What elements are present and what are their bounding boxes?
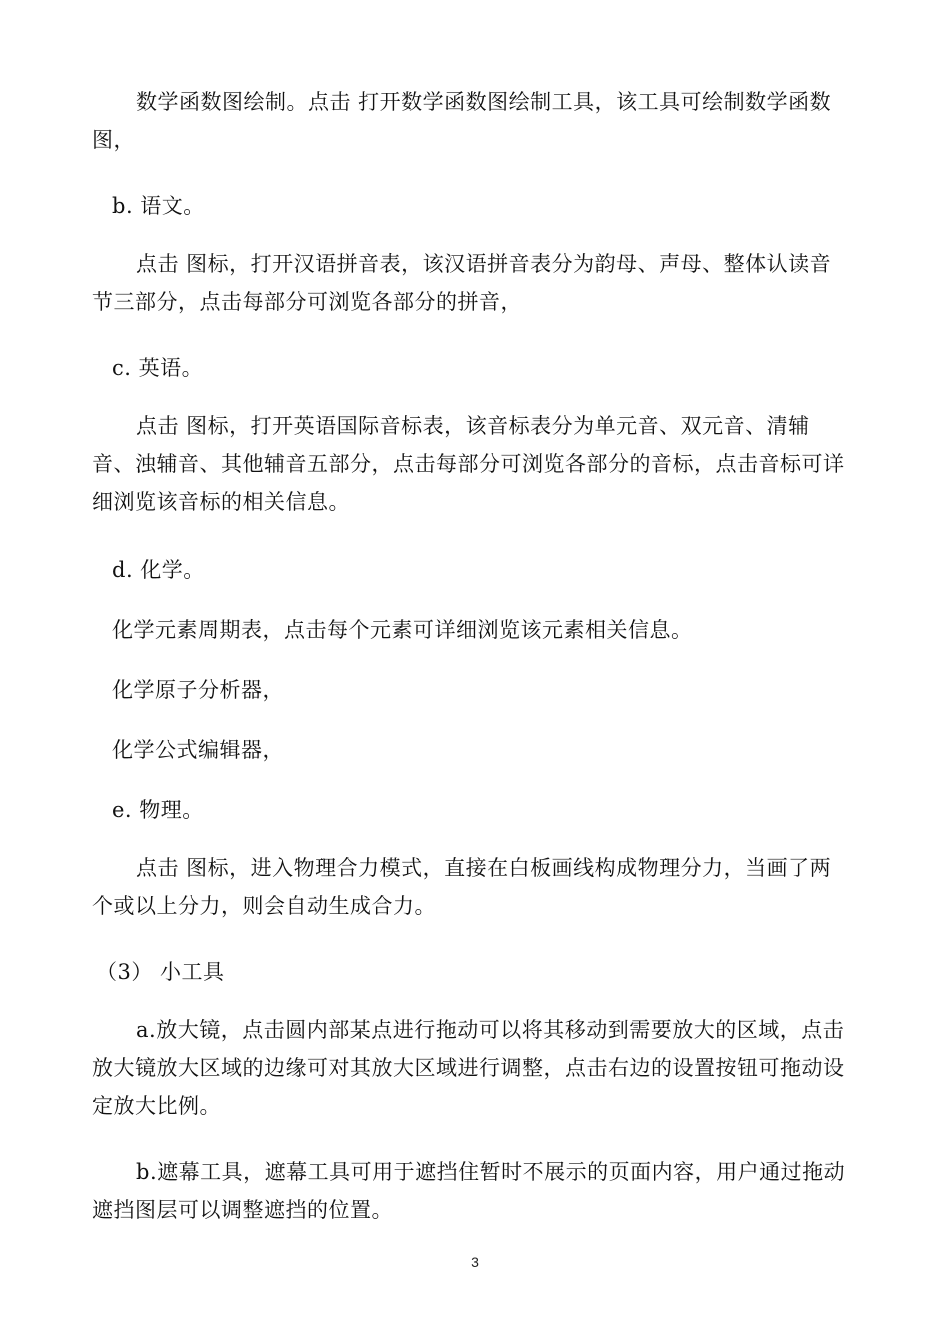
item-heading-chemistry: d. 化学。 [112,558,205,582]
paragraph-curtain-tool: b.遮幕工具，遮幕工具可用于遮挡住暂时不展示的页面内容，用户通过拖动遮挡图层可以调整遮挡的位置。 [92,1160,846,1222]
page-number: 3 [471,1254,479,1270]
item-heading-physics: e. 物理。 [112,798,204,822]
item-heading-chinese: b. 语文。 [112,194,205,218]
paragraph-atom-analyzer: 化学原子分析器， [112,678,284,702]
paragraph-pinyin-table: 点击 图标，打开汉语拼音表，该汉语拼音表分为韵母、声母、整体认读音节三部分，点击每部分可浏览各部分的拼音， [92,252,832,314]
paragraph-phonetic-table: 点击 图标，打开英语国际音标表，该音标表分为单元音、双元音、清辅音、浊辅音、其他辅音五部分，点击每部分可浏览各部分的音标，点击音标可详细浏览该音标的相关信息。 [92,414,845,514]
section-heading-small-tools: （3） 小工具 [96,960,225,984]
paragraph-physics-force: 点击 图标，进入物理合力模式，直接在白板画线构成物理分力，当画了两个或以上分力，则会自动生成合力。 [92,856,832,918]
item-heading-english: c. 英语。 [112,356,204,380]
paragraph-formula-editor: 化学公式编辑器， [112,738,284,762]
paragraph-math-graph: 数学函数图绘制。点击 打开数学函数图绘制工具，该工具可绘制数学函数图， [92,90,832,152]
paragraph-periodic-table: 化学元素周期表，点击每个元素可详细浏览该元素相关信息。 [112,618,693,642]
paragraph-magnifier: a.放大镜，点击圆内部某点进行拖动可以将其移动到需要放大的区域，点击放大镜放大区域的边缘可对其放大区域进行调整，点击右边的设置按钮可拖动设定放大比例。 [92,1018,845,1118]
